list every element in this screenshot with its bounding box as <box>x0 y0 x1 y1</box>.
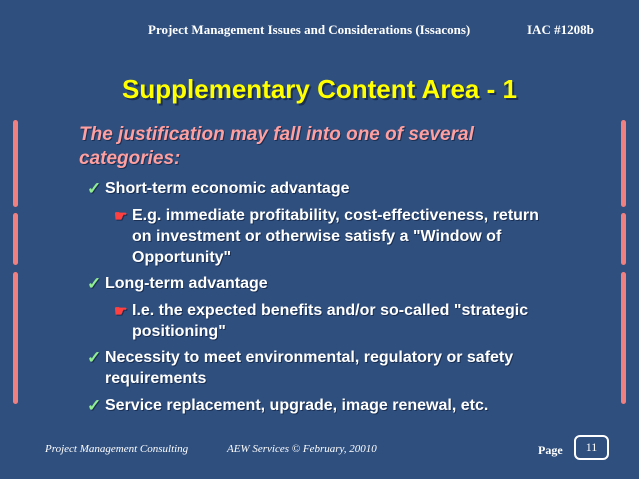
check-icon: ✓ <box>87 396 102 415</box>
pointing-hand-icon: ☛ <box>114 208 128 225</box>
footer-company: Project Management Consulting <box>45 443 189 455</box>
left-decor-bar <box>13 120 18 207</box>
pointing-hand-icon: ☛ <box>114 303 128 320</box>
right-decor-bar <box>621 120 626 207</box>
page-number: 11 <box>574 435 609 460</box>
page-label: Page <box>538 443 563 457</box>
check-icon: ✓ <box>87 179 102 198</box>
course-title: Project Management Issues and Considerations (Issacons) <box>148 22 471 37</box>
bullet-text: Service replacement, upgrade, image renewal, etc. <box>105 397 489 414</box>
left-decor-bar <box>13 272 18 404</box>
right-decor-bar <box>621 213 626 265</box>
left-decor-bar <box>13 213 18 265</box>
sub-bullet-text: I.e. the expected benefits and/or so-called "strategic positioning" <box>132 302 529 340</box>
intro-text: The justification may fall into one of several categories: <box>79 124 474 169</box>
bullet-text: Necessity to meet environmental, regulatory or safety requirements <box>105 349 514 387</box>
footer-copyright: AEW Services © February, 20010 <box>227 443 377 455</box>
course-code: IAC #1208b <box>527 22 594 37</box>
sub-bullet-text: E.g. immediate profitability, cost-effectiveness, return on investment or otherwise satisfy a "Window of Opportunity" <box>132 207 539 266</box>
check-icon: ✓ <box>87 348 102 367</box>
bullet-text: Long-term advantage <box>105 275 268 292</box>
right-decor-bar <box>621 272 626 404</box>
slide-title: Supplementary Content Area - 1 <box>122 74 517 104</box>
bullet-text: Short-term economic advantage <box>105 180 350 197</box>
slide-header <box>0 22 639 40</box>
check-icon: ✓ <box>87 274 102 293</box>
